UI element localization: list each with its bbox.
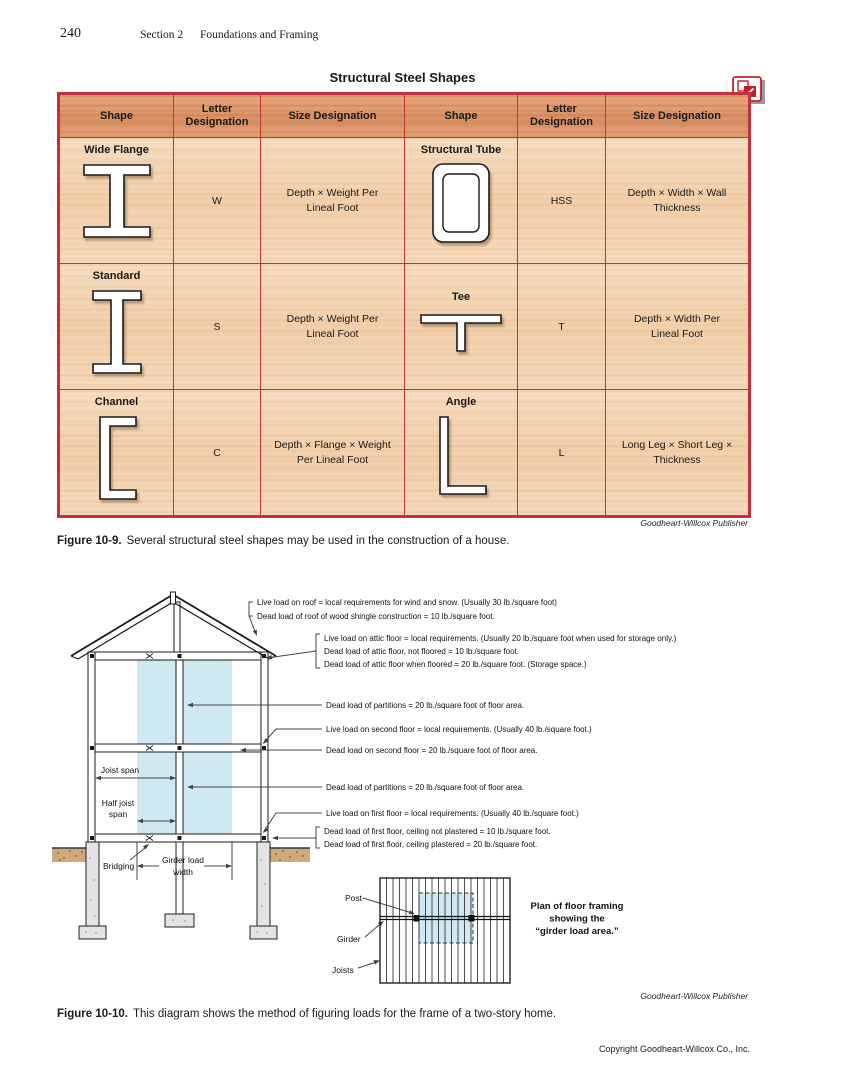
load-diagram [0, 588, 849, 994]
copyright-notice: Copyright Goodheart-Willcox Co., Inc. [598, 1044, 750, 1054]
label-post: Post [345, 893, 363, 903]
size-designation: Depth × Width × Wall Thickness [606, 138, 750, 264]
shape-name: Angle [445, 396, 477, 408]
size-designation: Depth × Width Per Lineal Foot [606, 264, 750, 390]
table-header-row [59, 94, 750, 138]
shape-cell-wide-flange [59, 138, 174, 264]
annotation-attic-dead-floored: Dead load of attic floor when floored = 20 lb./square foot. (Storage space.) [324, 660, 587, 669]
load-annotations [257, 598, 677, 849]
letter-designation: S [174, 264, 261, 390]
tee-icon [415, 307, 507, 362]
label-bridging: Bridging [103, 861, 135, 871]
table-row [59, 138, 750, 264]
shape-cell-standard [59, 264, 174, 390]
plan-caption [531, 901, 624, 937]
load-diagram-svg [0, 588, 849, 994]
letter-designation: HSS [518, 138, 606, 264]
label-joists: Joists [332, 965, 354, 975]
wide-flange-beam-icon [79, 160, 155, 247]
section-header: Foundations and Framing [200, 29, 319, 41]
column-header-letter: Letter Designation [518, 94, 606, 138]
size-designation: Long Leg × Short Leg × Thickness [606, 390, 750, 517]
annotation-partitions-upper: Dead load of partitions = 20 lb./square foot of floor area. [326, 701, 525, 710]
structural-steel-shapes-table [57, 92, 751, 518]
label-half-joist-span: span [108, 809, 128, 819]
table-title: Structural Steel Shapes [329, 70, 476, 85]
publisher-credit: Goodheart-Willcox Publisher [640, 518, 748, 528]
annotation-attic-dead-not-floored: Dead load of attic floor, not floored = 10 lb./square foot. [324, 647, 520, 656]
table-row [59, 264, 750, 390]
annotation-first-dead-plastered: Dead load of first floor, ceiling plastered = 20 lb./square foot. [324, 840, 538, 849]
shape-name: Structural Tube [420, 144, 502, 156]
channel-icon [94, 412, 140, 509]
plan-caption-line2: showing the [549, 913, 605, 925]
publisher-credit: Goodheart-Willcox Publisher [640, 991, 748, 1001]
plan-post [469, 915, 475, 922]
shape-name: Channel [94, 396, 139, 408]
ridge-support [174, 602, 180, 652]
shape-cell-angle [405, 390, 518, 517]
structural-tube-icon [429, 160, 493, 251]
letter-designation: C [174, 390, 261, 517]
annotation-first-floor-live: Live load on first floor = local requirements. (Usually 40 lb./square foot.) [326, 809, 579, 818]
shape-cell-channel [59, 390, 174, 517]
figure-10-9-caption [57, 535, 509, 547]
figure-text: Several structural steel shapes may be used in the construction of a house. [126, 535, 510, 547]
letter-designation: W [174, 138, 261, 264]
size-designation: Depth × Flange × Weight Per Lineal Foot [261, 390, 405, 517]
plan-caption-line3: “girder load area.” [535, 926, 619, 937]
label-half-joist: Half joist [101, 798, 135, 808]
annotation-partitions-lower: Dead load of partitions = 20 lb./square foot of floor area. [326, 783, 525, 792]
annotation-first-dead-not-plastered: Dead load of first floor, ceiling not plastered = 10 lb./square foot. [324, 827, 551, 836]
size-designation: Depth × Weight Per Lineal Foot [261, 138, 405, 264]
label-girder-load: Girder load [161, 855, 205, 865]
angle-icon [432, 412, 490, 505]
annotation-attic-live-load: Live load on attic floor = local requirements. (Usually 20 lb./square foot when used for storage only.) [324, 634, 677, 643]
annotation-roof-dead-load: Dead load of roof of wood shingle construction = 10 lb./square foot. [257, 612, 495, 621]
label-girder-load-width: width [173, 867, 193, 877]
figure-label: Figure 10-10. [57, 1008, 128, 1020]
label-girder: Girder [337, 934, 361, 944]
letter-designation: L [518, 390, 606, 517]
column-header-size: Size Designation [261, 94, 405, 138]
page-number: 240 [60, 26, 81, 41]
figure-10-10-caption [57, 1008, 556, 1020]
annotation-second-floor-dead: Dead load on second floor = 20 lb./square foot of floor area. [326, 746, 538, 755]
column-header-shape: Shape [59, 94, 174, 138]
shape-cell-tee [405, 264, 518, 390]
annotation-second-floor-live: Live load on second floor = local requirements. (Usually 40 lb./square foot.) [326, 725, 592, 734]
annotation-roof-live-load: Live load on roof = local requirements for wind and snow. (Usually 30 lb./square foot) [257, 598, 557, 607]
column-header-size: Size Designation [606, 94, 750, 138]
column-header-letter: Letter Designation [174, 94, 261, 138]
shape-name: Standard [92, 270, 141, 282]
shape-name: Tee [451, 291, 471, 303]
plan-post [414, 915, 420, 922]
plan-caption-line1: Plan of floor framing [530, 901, 624, 912]
size-designation: Depth × Weight Per Lineal Foot [261, 264, 405, 390]
letter-designation: T [518, 264, 606, 390]
table-row [59, 390, 750, 517]
shape-cell-structural-tube [405, 138, 518, 264]
standard-beam-icon [87, 286, 147, 383]
section-label: Section 2 [140, 29, 184, 41]
shape-name: Wide Flange [84, 144, 149, 156]
figure-text: This diagram shows the method of figuring loads for the frame of a two-story home. [132, 1008, 557, 1020]
floor-framing-plan [380, 878, 510, 983]
column-header-shape: Shape [405, 94, 518, 138]
plan-joists [387, 878, 504, 983]
figure-label: Figure 10-9. [57, 535, 122, 547]
label-joist-span: Joist span [100, 765, 140, 775]
